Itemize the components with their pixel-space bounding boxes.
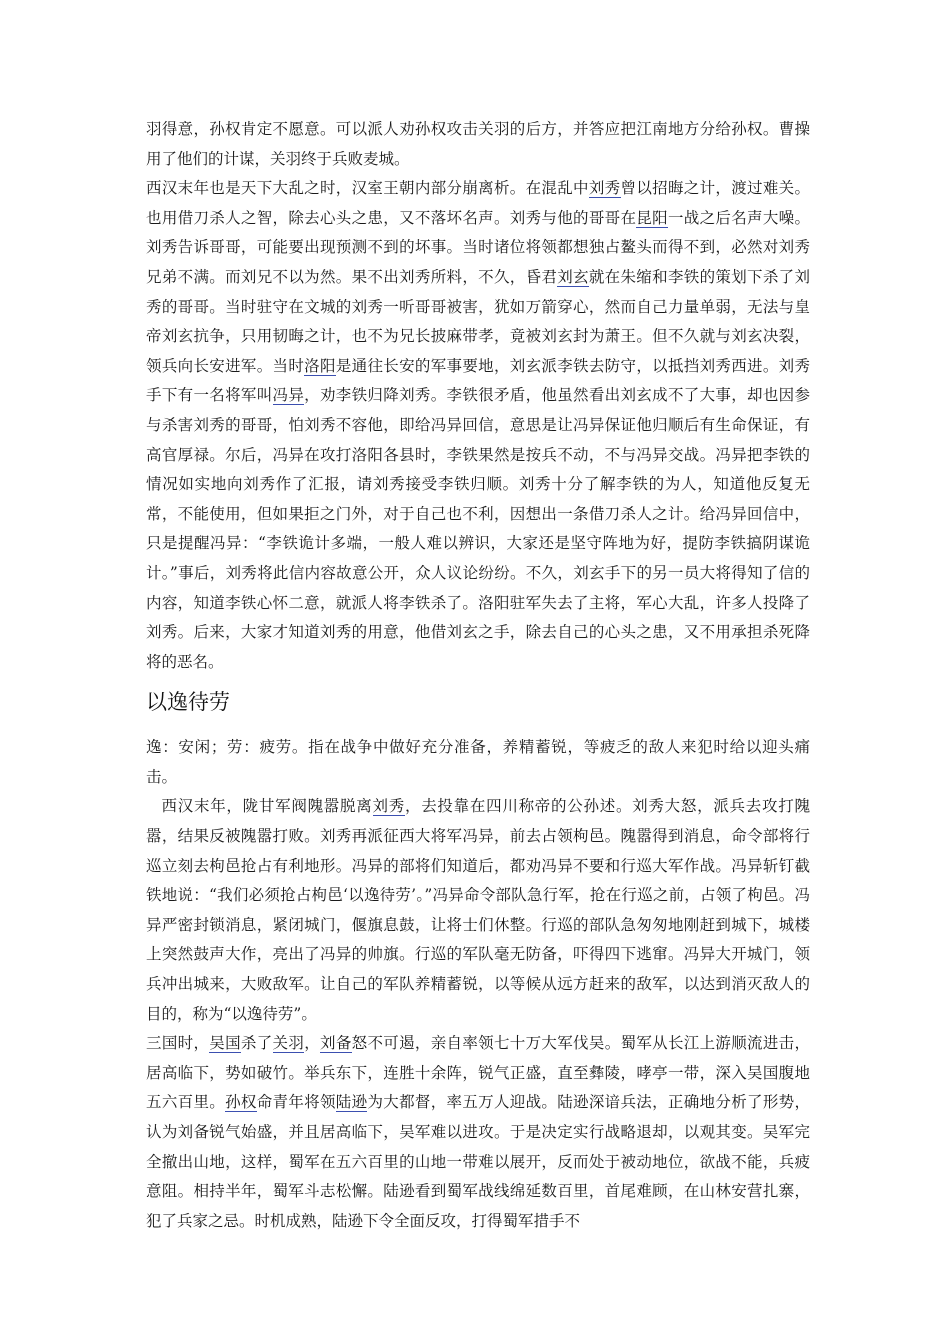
section-heading: 以逸待劳 — [146, 690, 230, 715]
text-run: 一战之后名声大噪。刘秀告诉哥哥，可能要出现预测不到的坏事。当时诸位将领都想独占鳌头而得不到，必然对刘秀兄弟不满。而刘兄不以为然。果不出刘秀所料，不久，昏君 — [146, 208, 810, 286]
document-page — [146, 115, 810, 1236]
text-run: 为大都督，率五万人迎战。陆逊深谙兵法，正确地分析了形势，认为刘备锐气始盛，并且居高临下，吴军难以进攻。于是决定实行战略退却，以观其变。吴军完全撤出山地，这样，蜀军在五六百里的山地一带难以展开，反而处于被动地位，欲战不能，兵疲意阻。相持半年，蜀军斗志松懈。陆逊看到蜀军战线绵延数百里，首尾难顾，在山林安营扎寨，犯了兵家之忌。时机成熟，陆逊下令全面反攻，打得蜀军措手不 — [146, 1093, 810, 1230]
hyperlink[interactable]: 冯异 — [272, 386, 305, 405]
text-run: 杀了 — [240, 1034, 273, 1053]
hyperlink[interactable]: 孙权 — [225, 1093, 257, 1112]
text-run: 西汉末年也是天下大乱之时，汉室王朝内部分崩离析。在混乱中 — [146, 179, 589, 198]
paragraph-feng-yi-story — [146, 792, 810, 1029]
hyperlink[interactable]: 刘备 — [320, 1034, 352, 1053]
text-run: 逸：安闲；劳：疲劳。指在战争中做好充分准备，养精蓄锐，等疲乏的敌人来犯时给以迎头痛击。 — [146, 738, 810, 786]
hyperlink[interactable]: 刘秀 — [372, 797, 405, 816]
paragraph-three-kingdoms-story — [146, 1029, 810, 1236]
hyperlink[interactable]: 刘秀 — [588, 179, 621, 198]
hyperlink[interactable]: 洛阳 — [304, 356, 336, 375]
hyperlink[interactable]: 吴国 — [209, 1034, 241, 1053]
text-run: 就在朱缩和李铁的策划下杀了刘秀的哥哥。当时驻守在文城的刘秀一听哥哥被害，犹如万箭穿心，然而自己力量单弱，无法与皇帝刘玄抗争，只用韧晦之计，也不为兄长披麻带孝，竟被刘玄封为萧王。但不久就与刘玄决裂，领兵向长安进军。当时 — [146, 267, 810, 375]
paragraph-definition — [146, 733, 810, 792]
paragraph-guan-yu-ending — [146, 115, 810, 174]
text-run: 命青年将领 — [256, 1093, 336, 1112]
hyperlink[interactable]: 昆阳 — [636, 208, 668, 227]
hyperlink[interactable]: 关羽 — [272, 1034, 305, 1053]
text-run: 是通往长安的军事要地，刘玄派李铁去防守，以抵挡刘秀西进。刘秀手下有一名将军叫 — [146, 356, 810, 405]
text-run: 怒不可遏，亲自率领七十万大军伐吴。蜀军从长江上游顺流进击，居高临下，势如破竹。举兵东下，连胜十余阵，锐气正盛，直至彝陵，哮亭一带，深入吴国腹地五六百里。 — [146, 1034, 810, 1112]
text-run: 三国时， — [146, 1034, 210, 1053]
text-run: ，劝李铁归降刘秀。李铁很矛盾，他虽然看出刘玄成不了大事，却也因参与杀害刘秀的哥哥，怕刘秀不容他，即给冯异回信，意思是让冯异保证他归顺后有生命保证，有高官厚禄。尔后，冯异在攻打洛阳各县时，李铁果然是按兵不动，不与冯异交战。冯异把李铁的情况如实地向刘秀作了汇报，请刘秀接受李铁归顺。刘秀十分了解李铁的为人，知道他反复无常，不能使用，但如果拒之门外，对于自己也不利，因想出一条借刀杀人之计。给冯异回信中，只是提醒冯异：“李铁诡计多端，一般人难以辨识，大家还是坚守阵地为好，提防李铁搞阴谋诡计。”事后，刘秀将此信内容故意公开，众人议论纷纷。不久，刘玄手下的另一员大将得知了信的内容，知道李铁心怀二意，就派人将李铁杀了。洛阳驻军失去了主将，军心大乱，许多人投降了刘秀。后来，大家才知道刘秀的用意，他借刘玄之手，除去自己的心头之患，又不用承担杀死降将的恶名。 — [146, 386, 810, 671]
text-run: 曾以招晦之计，渡过难关。也用借刀杀人之智，除去心头之患，又不落坏名声。刘秀与他的哥哥在 — [146, 179, 810, 227]
text-run: 西汉末年，陇甘军阀隗嚣脱离 — [161, 797, 373, 816]
text-run: ，去投靠在四川称帝的公孙述。刘秀大怒，派兵去攻打隗嚣，结果反被隗嚣打败。刘秀再派征西大将军冯异，前去占领枸邑。隗嚣得到消息，命令部将行巡立刻去枸邑抢占有利地形。冯异的部将们知道后，都劝冯异不要和行巡大军作战。冯异斩钉截铁地说：“我们必须抢占枸邑‘以逸待劳’。”冯异命令部队急行军，抢在行巡之前，占领了枸邑。冯异严密封锁消息，紧闭城门，偃旗息鼓，让将士们休整。行巡的部队急匆匆地刚赶到城下，城楼上突然鼓声大作，亮出了冯异的帅旗。行巡的军队毫无防备，吓得四下逃窜。冯异大开城门，领兵冲出城来，大败敌军。让自己的军队养精蓄锐，以等候从远方赶来的敌军，以达到消灭敌人的目的，称为“以逸待劳”。 — [146, 797, 810, 1023]
hyperlink[interactable]: 陆逊 — [335, 1093, 368, 1112]
text-run: ， — [304, 1034, 321, 1053]
paragraph-liu-xiu-borrowed-knife — [146, 174, 810, 677]
hyperlink[interactable]: 刘玄 — [557, 267, 589, 286]
text-run: 羽得意，孙权肯定不愿意。可以派人劝孙权攻击关羽的后方，并答应把江南地方分给孙权。曹操用了他们的计谋，关羽终于兵败麦城。 — [146, 120, 810, 168]
